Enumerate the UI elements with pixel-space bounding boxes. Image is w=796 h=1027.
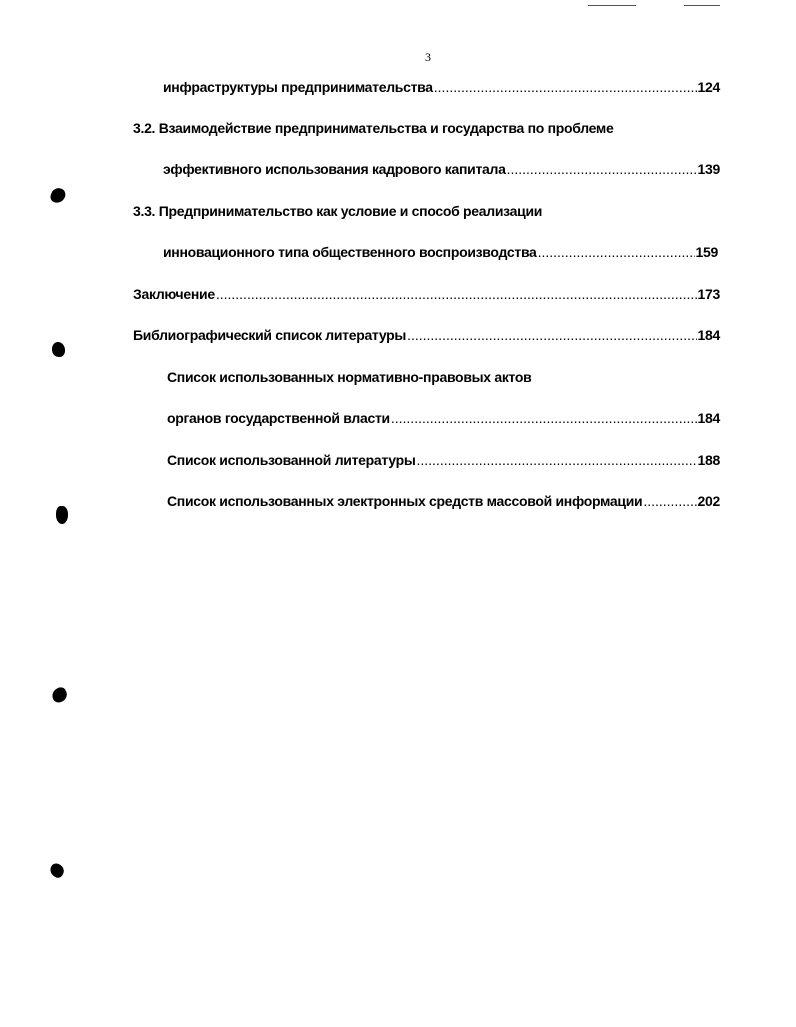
toc-entry-text: инновационного типа общественного воспроизводства [163, 244, 537, 260]
toc-leader-dots [643, 492, 696, 510]
toc-entry-literature [167, 451, 720, 469]
toc-entry-3-3-heading [133, 202, 542, 220]
toc-entry-infrastructure [163, 78, 720, 96]
toc-leader-dots [407, 326, 696, 344]
toc-leader-dots [538, 243, 695, 261]
scan-mark [588, 5, 636, 6]
toc-entry-text: Заключение [133, 286, 215, 302]
toc-entry-text: Библиографический список литературы [133, 327, 407, 343]
ink-blot [56, 506, 68, 524]
page-number: 3 [425, 50, 431, 64]
toc-entry-normative-heading [167, 368, 531, 386]
toc-page-number: 173 [697, 286, 720, 302]
toc-leader-dots [391, 409, 697, 427]
toc-entry-text: Список использованных электронных средств массовой информации [167, 493, 643, 509]
toc-leader-dots [216, 285, 697, 303]
toc-leader-dots [507, 160, 697, 178]
toc-leader-dots [434, 78, 697, 96]
toc-entry-text: Список использованной литературы [167, 452, 416, 468]
toc-entry-3-3 [163, 243, 718, 261]
toc-entry-bibliography [133, 326, 720, 344]
toc-page-number: 124 [697, 79, 720, 95]
toc-page-number: 184 [697, 410, 720, 426]
toc-entry-text: Список использованных нормативно-правовых актов [167, 369, 532, 385]
toc-entry-text: инфраструктуры предпринимательства [163, 79, 433, 95]
toc-page-number: 139 [697, 161, 720, 177]
toc-entry-electronic [167, 492, 720, 510]
scan-mark [684, 5, 720, 6]
ink-blot [49, 186, 67, 205]
toc-entry-normative [167, 409, 720, 427]
toc-entry-text: эффективного использования кадрового капитала [163, 161, 506, 177]
toc-entry-3-2-heading [133, 119, 613, 137]
toc-page-number: 188 [697, 452, 720, 468]
ink-blot [48, 861, 67, 879]
toc-page-number: 184 [697, 327, 720, 343]
toc-page-number: 159 [695, 244, 718, 260]
toc-entry-text: органов государственной власти [167, 410, 390, 426]
ink-blot [50, 685, 70, 704]
toc-entry-text: 3.2. Взаимодействие предпринимательства и государства по проблеме [133, 120, 614, 136]
toc-leader-dots [416, 451, 696, 469]
toc-page-number: 202 [697, 493, 720, 509]
toc-entry-text: 3.3. Предпринимательство как условие и способ реализации [133, 203, 543, 219]
ink-blot [52, 342, 65, 357]
toc-entry-conclusion [133, 285, 720, 303]
toc-entry-3-2 [163, 160, 720, 178]
